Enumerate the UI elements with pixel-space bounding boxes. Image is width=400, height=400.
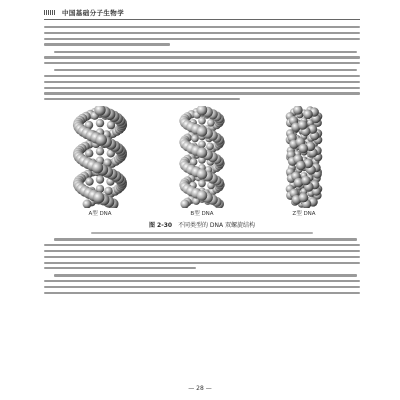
figure-caption-text: 不同类型的 DNA 双螺旋结构 <box>178 222 256 230</box>
panel-label-a: A型 DNA <box>88 211 112 218</box>
helix-atom <box>296 161 306 171</box>
helix-atom <box>198 180 206 188</box>
helix-atom <box>93 192 104 203</box>
figure-panels <box>44 106 360 217</box>
helix-atom <box>96 119 104 127</box>
body-text-block-5 <box>44 274 360 294</box>
helix-atom <box>96 147 104 155</box>
b-dna-helix-image <box>157 106 247 208</box>
a-dna-helix-image <box>55 106 145 208</box>
helix-atom <box>197 126 208 137</box>
running-head-ornament <box>44 10 56 15</box>
helix-atom <box>96 176 104 184</box>
running-head-title: 中国基础分子生物学 <box>62 9 125 17</box>
helix-atom <box>96 135 107 146</box>
z-dna-helix-image <box>259 106 349 208</box>
body-text-block-2 <box>44 51 360 65</box>
helix-atom <box>197 191 208 202</box>
helix-atom <box>301 176 311 186</box>
helix-atom <box>197 169 208 180</box>
helix-atom <box>197 148 208 159</box>
body-text-block-1 <box>44 26 360 46</box>
body-text-block-3 <box>44 69 360 100</box>
helix-atom <box>92 162 103 173</box>
helix-atom <box>198 117 206 125</box>
helix-atom <box>191 135 199 143</box>
panel-label-b: B型 DNA <box>190 211 214 218</box>
dna-figure <box>44 106 360 234</box>
helix-atom <box>299 144 309 154</box>
helix-atom <box>206 143 214 151</box>
helix-atom <box>85 178 93 186</box>
helix-atom <box>303 110 313 120</box>
figure-caption <box>44 220 360 229</box>
helix-atom <box>299 193 309 203</box>
page-number: — 28 — <box>188 385 212 392</box>
figure-panel-b <box>154 106 250 217</box>
figure-number: 图 2-30 <box>148 222 173 230</box>
figure-panel-a <box>52 106 148 217</box>
body-text-block-4 <box>44 238 360 269</box>
helix-atom <box>104 187 112 195</box>
panel-label-z: Z型 DNA <box>292 211 316 218</box>
helix-atom <box>298 121 308 131</box>
figure-source-note <box>91 232 312 234</box>
figure-panel-z <box>256 106 352 217</box>
running-head <box>44 8 360 20</box>
